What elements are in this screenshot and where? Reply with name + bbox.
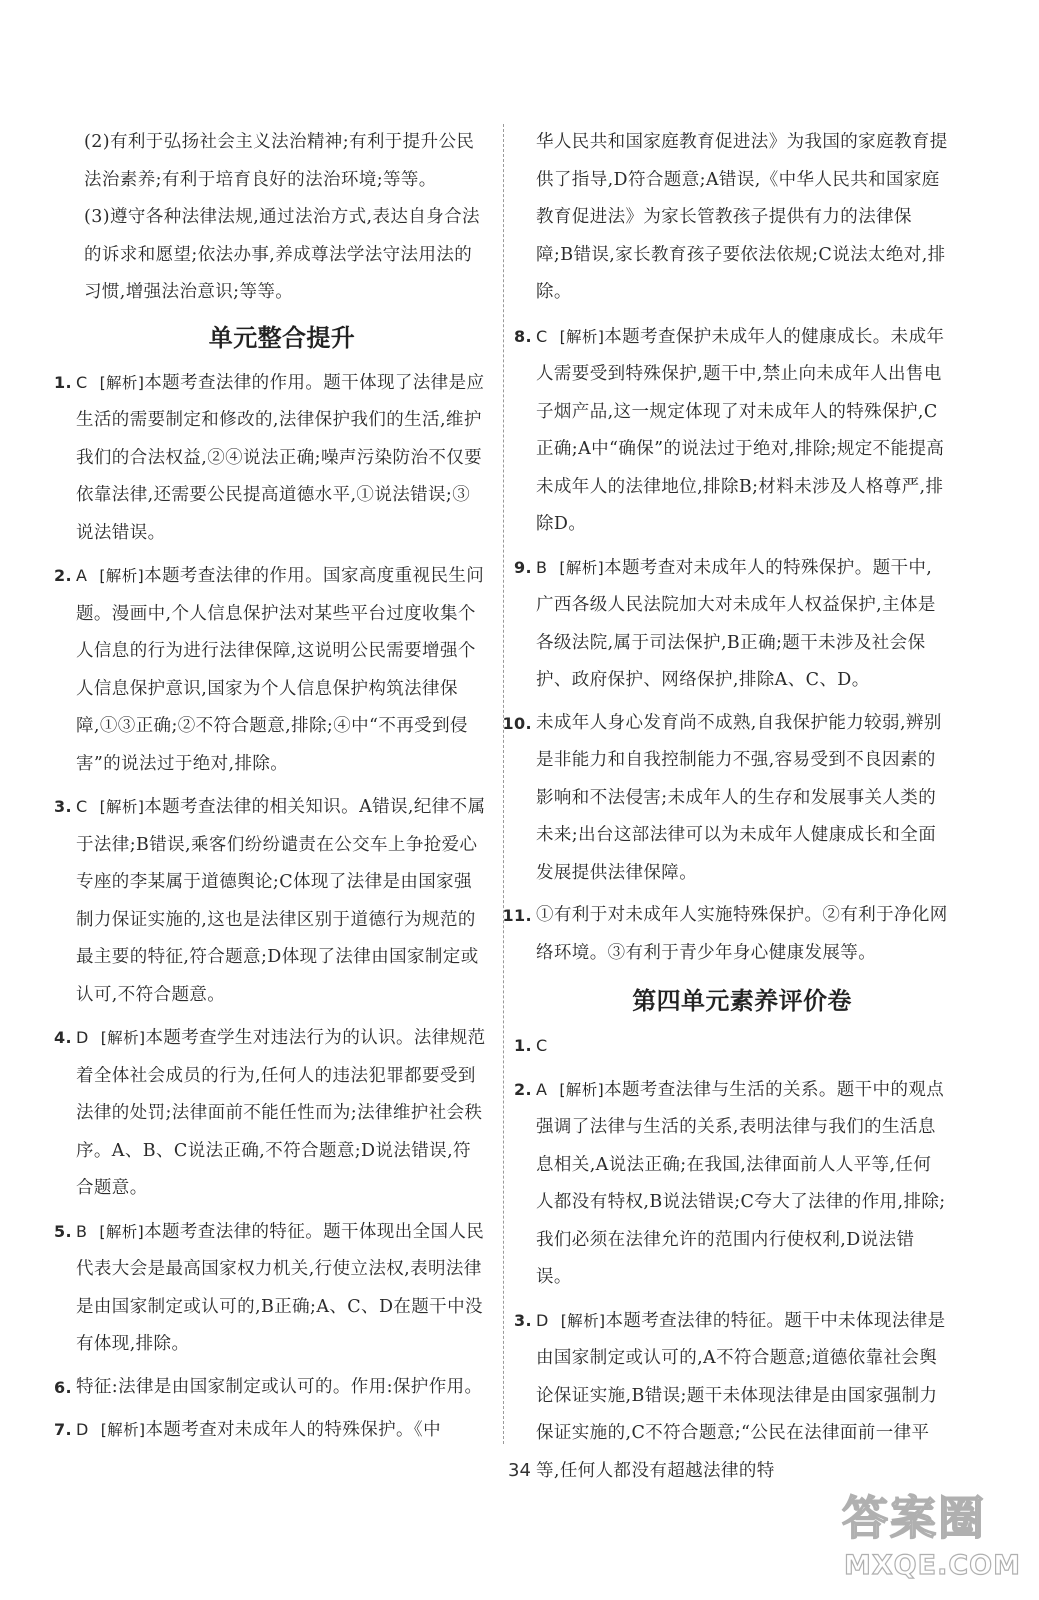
intro-paragraph-3: (3)遵守各种法律法规,通过法治方式,表达自身合法的诉求和愿望;依法办事,养成尊法学法守法用法的习惯,增强法治意识;等等。 [84, 207, 480, 302]
item-number: 4. [53, 1028, 72, 1047]
item-answer: C [76, 797, 88, 816]
answer-item-11 [502, 897, 948, 972]
item-answer: C [536, 326, 548, 346]
item-text: 本题考查法律的相关知识。A错误,纪律不属于法律;B错误,乘客们纷纷谴责在公交车上争抢爱心专座的李某属于道德舆论;C体现了法律是由国家强制力保证实施的,这也是法律区别于道德行为规范的最主要的特征,符合题意;D体现了法律由国家制定或认可,不符合题意。 [76, 797, 486, 1005]
analysis-tag: [解析] [99, 373, 145, 392]
answer-item-8 [513, 318, 948, 544]
answer-item-3 [53, 788, 488, 1014]
item-number: 3. [53, 797, 72, 816]
analysis-tag: [解析] [99, 1222, 145, 1241]
analysis-tag: [解析] [560, 1311, 606, 1330]
answer-item-7 [53, 1411, 488, 1450]
item-text: 本题考查对未成年人的特殊保护。《中 [145, 1420, 441, 1440]
watermark-bottom-text: MXQE.COM [844, 1550, 1021, 1581]
item-answer: A [536, 1079, 548, 1099]
section-title-unit-four-assessment: 第四单元素养评价卷 [632, 987, 852, 1015]
answer-item-1 [53, 364, 488, 553]
analysis-tag: [解析] [100, 1029, 146, 1047]
analysis-tag: [解析] [559, 327, 605, 346]
item-text: 未成年人身心发育尚不成熟,自我保护能力较弱,辨别是非能力和自我控制能力不强,容易受到不良因素的影响和不法侵害;未成年人的生存和发展事关人类的未来;出台这部法律可以为未成年人健康成长和全面发展提供法律保障。 [536, 712, 942, 883]
answer-item-9 [513, 549, 948, 700]
assessment-item-1 [513, 1027, 948, 1066]
analysis-tag: [解析] [99, 567, 145, 585]
item-text: 特征:法律是由国家制定或认可的。作用:保护作用。 [76, 1376, 483, 1397]
item-number: 9. [513, 557, 532, 577]
item-text: 本题考查法律与生活的关系。题干中的观点强调了法律与生活的关系,表明法律与我们的生活息息相关,A说法正确;在我国,法律面前人人平等,任何人都没有特权,B说法错误;C夸大了法律的作用,排除;我们必须在法律允许的范围内行使权利,D说法错误。 [536, 1079, 946, 1287]
answer-item-2 [53, 557, 488, 783]
intro-paragraph-2: (2)有利于弘扬社会主义法治精神;有利于提升公民法治素养;有利于培育良好的法治环境;等等。 [84, 132, 475, 190]
item-answer: B [536, 557, 548, 577]
item-number: 10. [502, 713, 532, 733]
site-watermark-logo [830, 1482, 1030, 1592]
analysis-tag: [解析] [559, 558, 605, 577]
item-number: 11. [502, 906, 532, 925]
item-number: 7. [53, 1420, 72, 1439]
item-number: 1. [513, 1036, 532, 1055]
item-7-continuation: 华人民共和国家庭教育促进法》为我国的家庭教育提供了指导,D符合题意;A错误,《中华人民共和国家庭教育促进法》为家长管教孩子提供有力的法律保障;B错误,家长教育孩子要依法依规;C说法太绝对,排除。 [536, 132, 948, 302]
item-number: 6. [53, 1377, 72, 1397]
item-text: 本题考查法律的作用。国家高度重视民生问题。漫画中,个人信息保护法对某些平台过度收集个人信息的行为进行法律保障,这说明公民需要增强个人信息保护意识,国家为个人信息保护构筑法律保障,①③正确;②不符合题意,排除;④中“不再受到侵害”的说法过于绝对,排除。 [76, 566, 485, 774]
item-number: 8. [513, 326, 532, 346]
answer-item-10 [502, 705, 948, 893]
item-number: 3. [513, 1310, 532, 1330]
item-text: 本题考查保护未成年人的健康成长。未成年人需要受到特殊保护,题干中,禁止向未成年人出售电子烟产品,这一规定体现了对未成年人的特殊保护,C正确;A中“确保”的说法过于绝对,排除;规定不能提高未成年人的法律地位,排除B;材料未涉及人格尊严,排除D。 [536, 326, 945, 534]
answer-item-4 [53, 1019, 488, 1208]
page-number: 34 [508, 1460, 531, 1481]
item-answer: C [76, 372, 88, 392]
item-answer: D [76, 1028, 89, 1047]
item-text: ①有利于对未成年人实施特殊保护。②有利于净化网络环境。③有利于青少年身心健康发展等。 [536, 905, 948, 963]
item-text: 本题考查法律的特征。题干体现出全国人民代表大会是最高国家权力机关,行使立法权,表明法律是由国家制定或认可的,B正确;A、C、D在题干中没有体现,排除。 [76, 1221, 485, 1354]
watermark-top-text: 答案圈 [842, 1491, 986, 1545]
item-answer: C [536, 1036, 548, 1055]
item-number: 5. [53, 1221, 72, 1241]
analysis-tag: [解析] [99, 798, 145, 816]
analysis-tag: [解析] [100, 1421, 146, 1439]
item-number: 2. [53, 566, 72, 585]
item-number: 2. [513, 1079, 532, 1099]
item-text: 本题考查法律的特征。题干中未体现法律是由国家制定或认可的,A不符合题意;道德依靠社会舆论保证实施,B错误;题干未体现法律是由国家强制力保证实施的,C不符合题意;“公民在法律面前一律平等,任何人都没有超越法律的特 [536, 1310, 946, 1481]
item-answer: D [536, 1310, 549, 1330]
item-text: 本题考查学生对违法行为的认识。法律规范着全体社会成员的行为,任何人的违法犯罪都要受到法律的处罚;法律面前不能任性而为;法律维护社会秩序。A、B、C说法正确,不符合题意;D说法错误,符合题意。 [76, 1028, 486, 1198]
item-answer: A [76, 566, 88, 585]
item-answer: B [76, 1221, 88, 1241]
item-answer: D [76, 1420, 89, 1439]
item-text: 本题考查法律的作用。题干体现了法律是应生活的需要制定和修改的,法律保护我们的生活,维护我们的合法权益,②④说法正确;噪声污染防治不仅要依靠法律,还需要公民提高道德水平,①说法错误;③说法错误。 [76, 372, 485, 543]
left-column [53, 124, 488, 1455]
answer-item-5 [53, 1213, 488, 1364]
analysis-tag: [解析] [559, 1080, 605, 1099]
item-text: 本题考查对未成年人的特殊保护。题干中,广西各级人民法院加大对未成年人权益保护,主体是各级法院,属于司法保护,B正确;题干未涉及社会保护、政府保护、网络保护,排除A、C、D。 [536, 557, 936, 690]
answer-item-6 [53, 1369, 488, 1407]
assessment-item-2 [513, 1071, 948, 1297]
item-number: 1. [53, 372, 72, 392]
section-title-unit-review: 单元整合提升 [208, 323, 356, 352]
